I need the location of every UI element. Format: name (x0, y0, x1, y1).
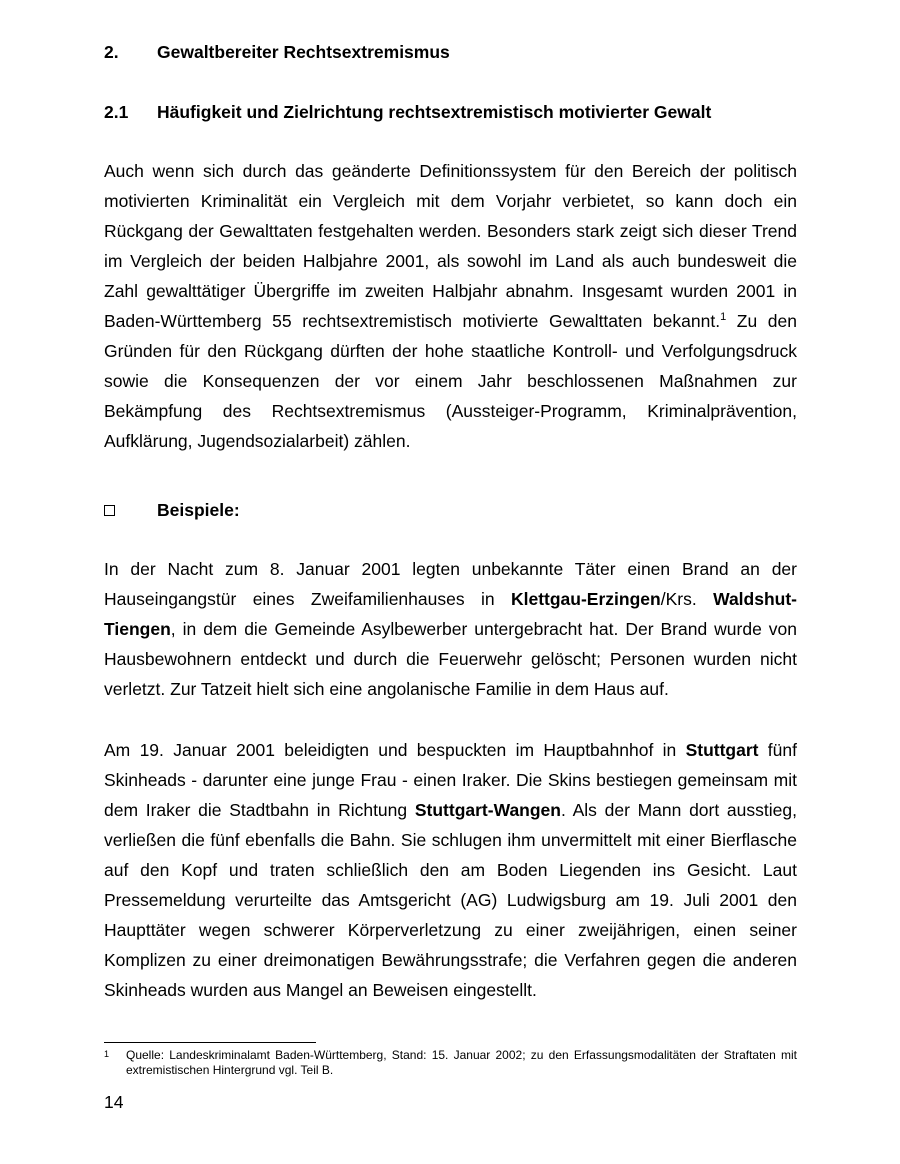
place-name: Waldshut-Tiengen (104, 589, 797, 639)
section-number: 2. (104, 42, 119, 62)
intro-paragraph (104, 156, 797, 456)
examples-title: Beispiele: (157, 500, 240, 520)
page-number: 14 (104, 1092, 124, 1112)
example1-text-2: /Krs. (660, 589, 714, 609)
example2-text-3: . Als der Mann dort ausstieg, verließen die fünf ebenfalls die Bahn. Sie schlugen ihm unvermittelt mit einer Bierflasche auf den Kopf und traten schließlich den am Boden Liegenden ins Gesicht. Laut Pressemeldung verurteilte das Amtsgericht (AG) Ludwigsburg am 19. Juli 2001 den Haupttäter wegen schwerer Körperverletzung zu einer zweijährigen, einen seiner Komplizen zu einer dreimonatigen Bewährungsstrafe; die Verfahren gegen die anderen Skinheads wurden aus Mangel an Beweisen eingestellt. (104, 800, 797, 1000)
example-paragraph-1 (104, 554, 797, 704)
place-name: Stuttgart-Wangen (414, 800, 561, 820)
checkbox-icon (104, 505, 115, 516)
intro-text-1: Auch wenn sich durch das geänderte Definitionssystem für den Bereich der politisch motivierten Kriminalität ein Vergleich mit dem Vorjahr verbietet, so kann doch ein Rückgang der Gewalttaten festgehalten werden. Besonders stark zeigt sich dieser Trend im Vergleich der beiden Halbjahre 2001, als sowohl im Land als auch bundesweit die Zahl gewalttätiger Übergriffe im zweiten Halbjahr abnahm. Insgesamt wurden 2001 in Baden-Württemberg 55 rechtsextremistisch motivierte Gewalttaten bekannt. (104, 161, 797, 331)
example-paragraph-2 (104, 735, 797, 1005)
footnote-separator (104, 1042, 316, 1043)
footnote-number: 1 (104, 1049, 110, 1059)
place-name: Stuttgart (685, 740, 759, 760)
footnote-text: Quelle: Landeskriminalamt Baden-Württemberg, Stand: 15. Januar 2002; zu den Erfassungsmodalitäten der Straftaten mit extremistischen Hintergrund vgl. Teil B. (126, 1048, 797, 1077)
intro-text-2: Zu den Gründen für den Rückgang dürften der hohe staatliche Kontroll- und Verfolgungsdruck sowie die Konsequenzen der vor einem Jahr beschlossenen Maßnahmen zur Bekämpfung des Rechtsextremismus (Aussteiger-Programm, Kriminalprävention, Aufklärung, Jugendsozialarbeit) zählen. (104, 311, 797, 451)
example2-text-2: fünf Skinheads - darunter eine junge Frau - einen Iraker. Die Skins bestiegen gemeinsam mit dem Iraker die Stadtbahn in Richtung (104, 740, 797, 820)
example2-text-1: Am 19. Januar 2001 beleidigten und bespuckten im Hauptbahnhof in (104, 740, 686, 760)
subsection-heading (104, 100, 711, 124)
subsection-title: Häufigkeit und Zielrichtung rechtsextremistisch motivierter Gewalt (157, 102, 712, 122)
example1-text-3: , in dem die Gemeinde Asylbewerber untergebracht hat. Der Brand wurde von Hausbewohnern entdeckt und durch die Feuerwehr gelöscht; Personen wurden nicht verletzt. Zur Tatzeit hielt sich eine angolanische Familie in dem Haus auf. (104, 619, 797, 699)
place-name: Klettgau-Erzingen (510, 589, 661, 609)
section-heading (104, 40, 450, 64)
footnote-reference[interactable]: 1 (720, 311, 727, 324)
examples-heading (104, 498, 240, 522)
subsection-number: 2.1 (104, 102, 129, 122)
example1-text-1: In der Nacht zum 8. Januar 2001 legten unbekannte Täter einen Brand an der Hauseingangstür eines Zweifamilienhauses in (104, 559, 797, 609)
section-title: Gewaltbereiter Rechtsextremismus (157, 42, 450, 62)
footnote (104, 1048, 797, 1078)
